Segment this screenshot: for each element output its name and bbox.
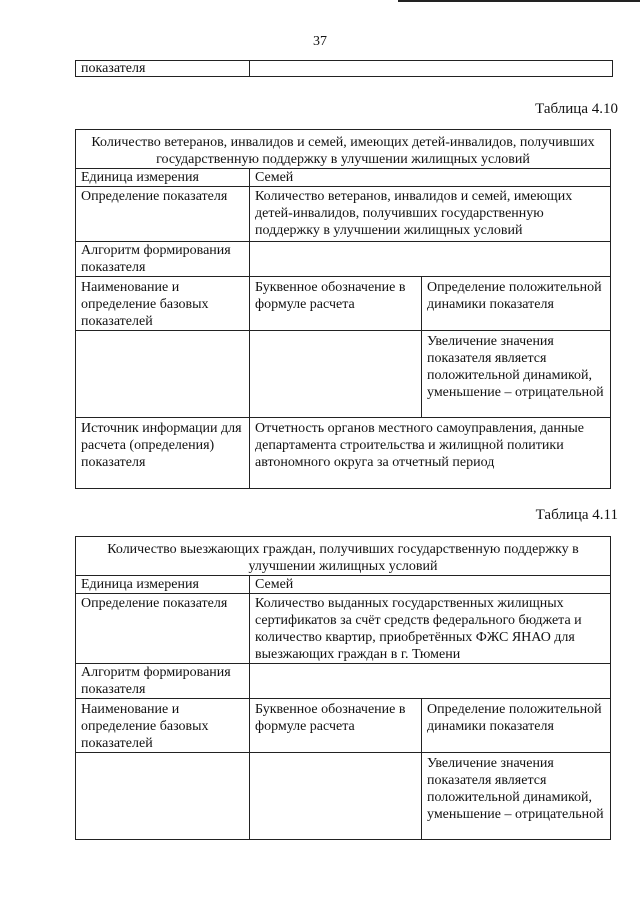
table-4-10-caption: Таблица 4.10 — [535, 101, 618, 117]
table-row — [76, 130, 611, 169]
dynamics-header: Определение положительной динамики показателя — [422, 277, 611, 331]
table-row — [76, 187, 611, 242]
empty-cell — [76, 753, 250, 840]
empty-cell — [76, 331, 250, 418]
table-row — [76, 699, 611, 753]
fragment-value — [250, 61, 613, 77]
table-row — [76, 331, 611, 418]
unit-value: Семей — [250, 576, 611, 594]
definition-label: Определение показателя — [76, 187, 250, 242]
algorithm-value — [250, 242, 611, 277]
previous-table-fragment — [75, 60, 613, 77]
table-row — [76, 753, 611, 840]
algorithm-label: Алгоритм формирования показателя — [76, 242, 250, 277]
table-row — [76, 277, 611, 331]
dynamics-value: Увеличение значения показателя является положительной динамикой, уменьшение – отрицательной — [422, 753, 611, 840]
table-row — [76, 169, 611, 187]
algorithm-value — [250, 664, 611, 699]
base-indicators-label: Наименование и определение базовых показателей — [76, 699, 250, 753]
unit-label: Единица измерения — [76, 169, 250, 187]
source-value: Отчетность органов местного самоуправления, данные департамента строительства и жилищной политики автономного округа за отчетный период — [250, 418, 611, 489]
empty-cell — [250, 331, 422, 418]
definition-value: Количество выданных государственных жилищных сертификатов за счёт средств федерального бюджета и количество квартир, приобретённых ФЖС ЯНАО для выезжающих граждан в г. Тюмени — [250, 594, 611, 664]
table-title: Количество выезжающих граждан, получивших государственную поддержку в улучшении жилищных условий — [76, 537, 611, 576]
table-row — [76, 418, 611, 489]
dynamics-header: Определение положительной динамики показателя — [422, 699, 611, 753]
empty-cell — [250, 753, 422, 840]
table-4-11 — [75, 536, 611, 840]
table-row — [76, 664, 611, 699]
definition-value: Количество ветеранов, инвалидов и семей, имеющих детей-инвалидов, получивших государственную поддержку в улучшении жилищных условий — [250, 187, 611, 242]
unit-label: Единица измерения — [76, 576, 250, 594]
table-row — [76, 537, 611, 576]
source-label: Источник информации для расчета (определения) показателя — [76, 418, 250, 489]
table-title: Количество ветеранов, инвалидов и семей, имеющих детей-инвалидов, получивших государственную поддержку в улучшении жилищных условий — [76, 130, 611, 169]
table-row — [76, 576, 611, 594]
page-number: 37 — [313, 34, 327, 49]
algorithm-label: Алгоритм формирования показателя — [76, 664, 250, 699]
symbol-header: Буквенное обозначение в формуле расчета — [250, 699, 422, 753]
unit-value: Семей — [250, 169, 611, 187]
table-row — [76, 61, 613, 77]
fragment-label: показателя — [76, 61, 250, 77]
table-row — [76, 594, 611, 664]
table-4-10 — [75, 129, 611, 489]
symbol-header: Буквенное обозначение в формуле расчета — [250, 277, 422, 331]
dynamics-value: Увеличение значения показателя является положительной динамикой, уменьшение – отрицательной — [422, 331, 611, 418]
table-row — [76, 242, 611, 277]
definition-label: Определение показателя — [76, 594, 250, 664]
base-indicators-label: Наименование и определение базовых показателей — [76, 277, 250, 331]
table-4-11-caption: Таблица 4.11 — [535, 507, 618, 523]
top-rule — [398, 0, 640, 2]
